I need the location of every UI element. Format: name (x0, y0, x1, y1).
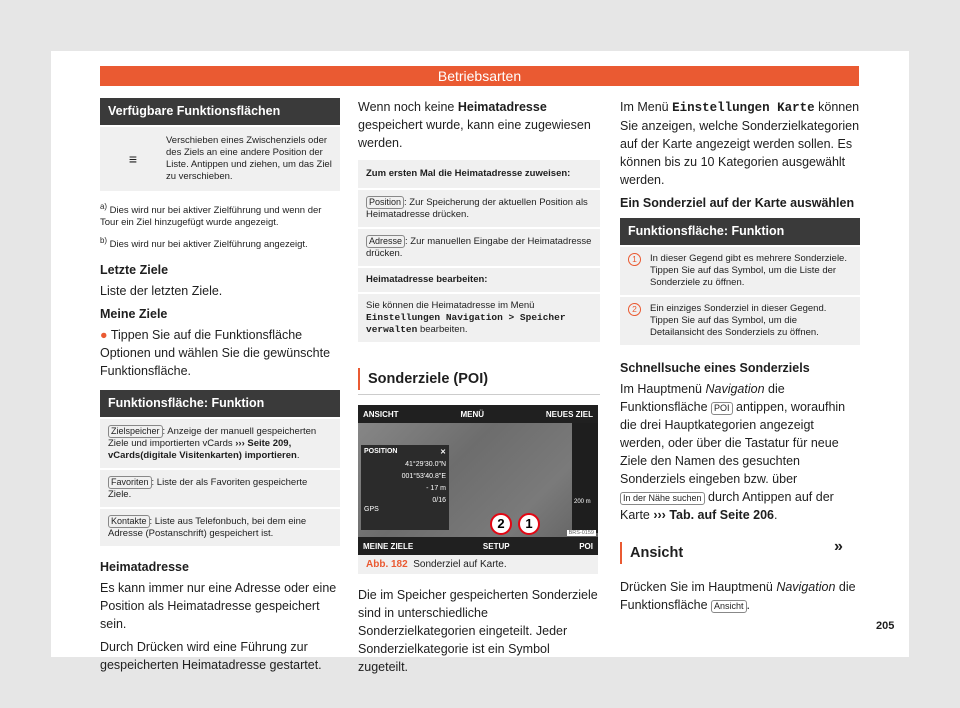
meine-ziele-button[interactable]: MEINE ZIELE (363, 541, 414, 551)
cross-reference[interactable]: ››› Seite 209, vCards(digitale Visitenkarten) importieren (108, 438, 297, 462)
functions-table (100, 98, 340, 191)
column-right (620, 98, 860, 619)
zielspeicher-key: Zielspeicher (108, 425, 163, 438)
neues-ziel-button[interactable]: NEUES ZIEL (545, 409, 593, 419)
page-number: 205 (876, 620, 895, 632)
paragraph: Liste der letzten Ziele. (100, 284, 223, 299)
heading-meine-ziele: Meine Ziele (100, 307, 168, 322)
footnote-b: $^{b)}$ Dies wird nur bei aktiver Zielführung angezeigt. (100, 236, 308, 251)
column-middle (358, 98, 600, 681)
setup-button[interactable]: SETUP (482, 541, 510, 551)
heimatadresse-table (358, 160, 600, 342)
paragraph: Die im Speicher gespeicherten Sonderziele sind in unterschiedliche Sonderzielkategorien eingeteilt. Jeder Sonderzielkategorie ist ein Symbol zugeteilt. (358, 588, 598, 674)
figure-caption: Abb. 182 Sonderziel auf Karte. (358, 555, 598, 574)
latitude: 41°29'30.0"N (405, 461, 446, 468)
kontakte-key: Kontakte (108, 515, 150, 528)
functions-table-title: Funktionsfläche: Funktion (100, 390, 340, 417)
bullet-icon: ● (100, 328, 108, 343)
gps-label: GPS (364, 506, 379, 513)
poi-key: POI (711, 402, 733, 415)
close-icon[interactable]: ✕ (440, 449, 446, 456)
functions-table-2 (100, 390, 340, 546)
in-der-naehe-key: In der Nähe suchen (620, 492, 705, 505)
table-row: Zielspeicher : Anzeige der manuell gespeicherten Ziele und importierten vCards ››› Seite 209, vCards(digitale Visitenkarten) importieren. (100, 417, 340, 468)
table-heading: Zum ersten Mal die Heimatadresse zuweisen: (366, 168, 571, 179)
section-heading-ansicht: Ansicht (620, 542, 860, 564)
table-row: Sie können die Heimatadresse im Menü Einstellungen Navigation > Speicher verwalten bearbeiten. (358, 292, 600, 342)
satellite-count: 0/16 (432, 497, 446, 504)
cross-reference[interactable]: ››› Tab. auf Seite 206 (653, 508, 774, 522)
section-heading-poi: Sonderziele (POI) (358, 368, 600, 390)
table-row: 2 Ein einziges Sonderziel in dieser Gegend. Tippen Sie auf das Symbol, um die Detailansicht des Sonderziels zu öffnen. (620, 295, 860, 345)
poi-button[interactable]: POI (579, 541, 593, 551)
table-row (100, 125, 340, 191)
table-row: 1 In dieser Gegend gibt es mehrere Sonderziele. Tippen Sie auf das Symbol, um die Liste der Sonderziele zu öffnen. (620, 245, 860, 295)
navigation-figure (358, 405, 598, 555)
footnote-a: $^{a)}$ Dies wird nur bei aktiver Zielführung und wenn der Tour ein Ziel hinzugefügt wurde angezeigt. (100, 202, 322, 229)
drag-handle-icon: ≡ (128, 151, 138, 167)
chapter-header: Betriebsarten (100, 66, 859, 86)
menu-button[interactable]: MENÜ (460, 409, 484, 419)
table-row: Position : Zur Speicherung der aktuellen Position als Heimatadresse drücken. (358, 188, 600, 227)
heading-letzte-ziele: Letzte Ziele (100, 263, 169, 278)
marker-2-icon: 2 (628, 303, 642, 339)
position-panel-title: POSITION (364, 448, 398, 455)
heading-schnellsuche: Schnellsuche eines Sonderziels (620, 361, 810, 375)
favoriten-key: Favoriten (108, 476, 152, 489)
figure-code: BRS-0159 (568, 530, 594, 536)
table-heading: Heimatadresse bearbeiten: (358, 266, 600, 292)
functions-table-title: Verfügbare Funktionsflächen (100, 98, 340, 125)
table-row: Adresse : Zur manuellen Eingabe der Heimatadresse drücken. (358, 227, 600, 266)
ansicht-button[interactable]: ANSICHT (363, 409, 399, 419)
poi-marker-2[interactable]: 2 (490, 513, 512, 535)
functions-table-title: Funktionsfläche: Funktion (620, 218, 860, 245)
poi-functions-table (620, 218, 860, 345)
heading-heimatadresse: Heimatadresse (100, 560, 189, 575)
table-row: Favoriten : Liste der als Favoriten gespeicherte Ziele. (100, 468, 340, 507)
paragraph: Drücken Sie im Hauptmenü Navigation die Funktionsfläche Ansicht . (620, 580, 856, 612)
longitude: 001°53'40.8"E (401, 473, 446, 480)
heading-sonderziel-auswaehlen: Ein Sonderziel auf der Karte auswählen (620, 196, 855, 210)
marker-1-icon: 1 (628, 253, 642, 289)
table-row: Kontakte : Liste aus Telefonbuch, bei dem eine Adresse (Postanschrift) gespeichert ist. (100, 507, 340, 546)
paragraph: Durch Drücken wird eine Führung zur gespeicherten Heimatadresse gestartet. (100, 640, 322, 673)
scale-label: 200 m (574, 499, 591, 505)
paragraph: Es kann immer nur eine Adresse oder eine Position als Heimatadresse gespeichert sein. (100, 581, 337, 632)
paragraph: Im Hauptmenü Navigation die Funktionsfläche POI antippen, woraufhin die drei Hauptkategorien angezeigt werden, oder über die Tastatur für neue Ziele den Namen des gesuchten Sonderziels eingeben bzw. über In der Nähe suchen durch Antippen auf der Karte ››› Tab. auf Seite 206. (620, 382, 846, 522)
bullet-paragraph: ● Tippen Sie auf die Funktionsfläche Optionen und wählen Sie die gewünschte Funktionsfläche. (100, 328, 331, 379)
ansicht-key: Ansicht (711, 600, 747, 613)
column-left (100, 98, 340, 679)
position-key: Position (366, 196, 404, 209)
row-text: Verschieben eines Zwischenziels oder des Ziels an eine andere Position der Liste. Antippen und ziehen, um das Ziel zu verschieben. (166, 135, 332, 182)
altitude: - 17 m (426, 485, 446, 492)
adresse-key: Adresse (366, 235, 405, 248)
poi-marker-1[interactable]: 1 (518, 513, 540, 535)
continue-arrow-icon: » (834, 538, 843, 555)
paragraph: Wenn noch keine Heimatadresse gespeichert wurde, kann eine zugewiesen werden. (358, 100, 591, 150)
paragraph: Im Menü Einstellungen Karte können Sie anzeigen, welche Sonderzielkategorien auf der Karte angezeigt werden sollen. Es können bis zu 10 Kategorien ausgewählt werden. (620, 100, 860, 187)
